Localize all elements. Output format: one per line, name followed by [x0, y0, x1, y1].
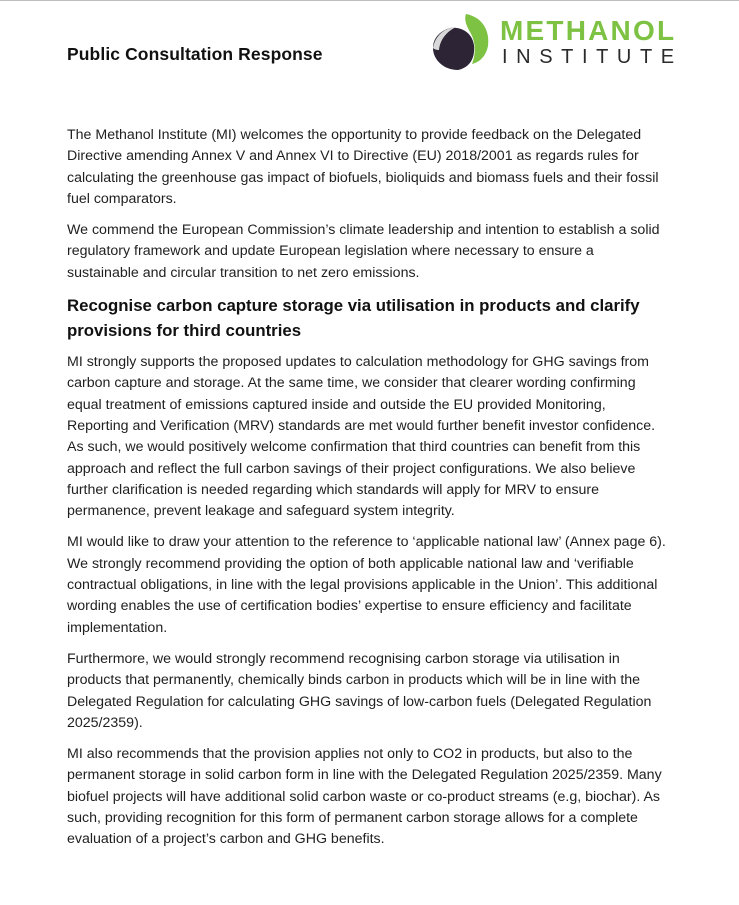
page-title: Public Consultation Response [67, 44, 323, 64]
intro-paragraph-2: We commend the European Commission’s climate leadership and intention to establish a solid regulatory framework and update European legislation where necessary to ensure a sustainable and circular transition to net zero emissions. [67, 222, 660, 281]
methanol-institute-logo-mark-icon [430, 12, 494, 74]
page-top-border [0, 0, 739, 1]
logo-wordmark-institute: INSTITUTE [502, 46, 683, 68]
section-paragraph-3: Furthermore, we would strongly recommend recognising carbon storage via utilisation in products that permanently, chemically binds carbon in products which will be in line with the Delegated Regulation for calculating GHG savings of low-carbon fuels (Delegated Regulation 2025/2359). [67, 650, 652, 731]
document-body [67, 125, 667, 861]
section-paragraph-1: MI strongly supports the proposed updates to calculation methodology for GHG savings from carbon capture and storage. At the same time, we consider that clearer wording confirming equal treatment of emissions captured inside and outside the EU provided Monitoring, Reporting and Verification (MRV) standards are met would further benefit investor confidence. As such, we would positively welcome confirmation that third countries can benefit from this approach and reflect the full carbon savings of their project configurations. We also believe further clarification is needed regarding which standards will apply for MRV to ensure permanence, prevent leakage and safeguard system integrity. [67, 354, 656, 520]
methanol-institute-logo [430, 12, 710, 74]
section-heading: Recognise carbon capture storage via utilisation in products and clarify provisions for third countries [67, 296, 640, 340]
intro-paragraph-1: The Methanol Institute (MI) welcomes the opportunity to provide feedback on the Delegated Directive amending Annex V and Annex VI to Directive (EU) 2018/2001 as regards rules for calculating the greenhouse gas impact of biofuels, bioliquids and biomass fuels and their fossil fuel comparators. [67, 127, 659, 207]
logo-wordmark-methanol: METHANOL [500, 15, 677, 46]
section-paragraph-4: MI also recommends that the provision applies not only to CO2 in products, but also to the permanent storage in solid carbon form in line with the Delegated Regulation 2025/2359. Many biofuel projects will have additional solid carbon waste or co-product streams (e.g, biochar). As such, providing recognition for this form of permanent carbon storage allows for a complete evaluation of a project’s carbon and GHG benefits. [67, 746, 662, 848]
section-paragraph-2: MI would like to draw your attention to the reference to ‘applicable national law’ (Annex page 6). We strongly recommend providing the option of both applicable national law and ‘verifiable contractual obligations, in line with the legal provisions applicable in the Union’. This additional wording enables the use of certification bodies’ expertise to ensure efficiency and facilitate implementation. [67, 534, 666, 636]
